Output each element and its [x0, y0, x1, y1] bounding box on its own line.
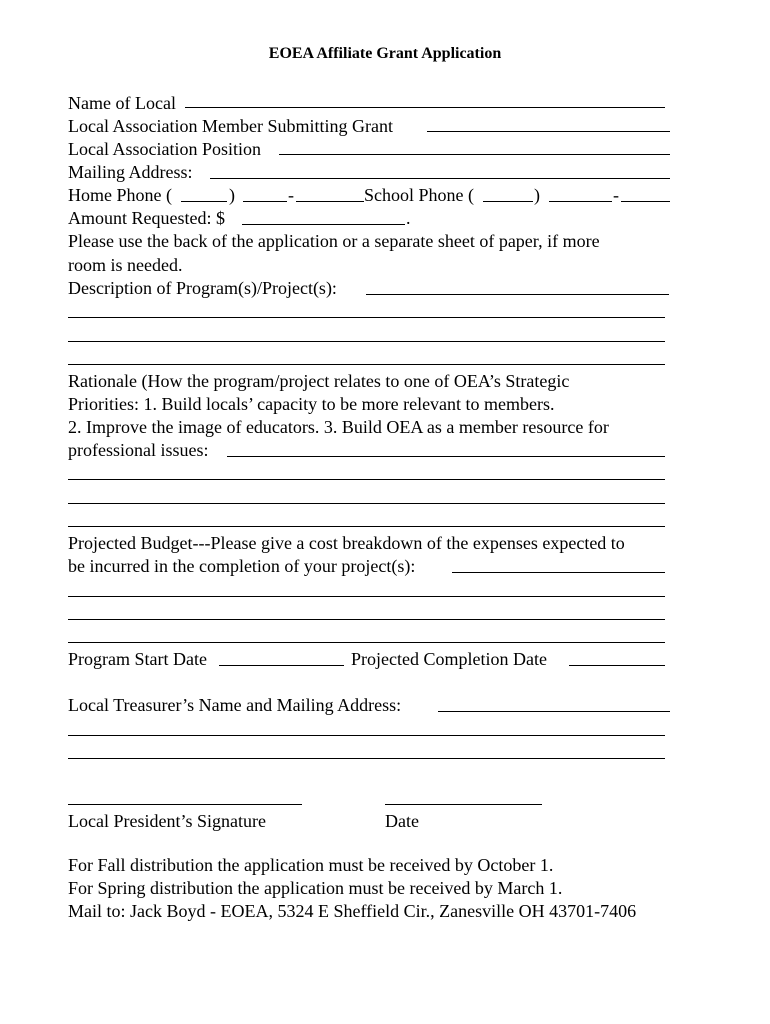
projected-completion-date-label: Projected Completion Date — [351, 649, 547, 669]
school-phone-paren: ) — [534, 185, 540, 205]
member-submitting-label: Local Association Member Submitting Grant — [68, 116, 393, 136]
note-line-2: room is needed. — [68, 255, 183, 275]
amount-field[interactable] — [242, 224, 405, 225]
rationale-line[interactable] — [68, 479, 665, 480]
school-phone-area-field[interactable] — [483, 201, 533, 202]
home-phone-paren: ) — [229, 185, 235, 205]
home-phone-line-field[interactable] — [296, 201, 364, 202]
treasurer-line[interactable] — [68, 758, 665, 759]
budget-line[interactable] — [68, 596, 665, 597]
name-of-local-field[interactable] — [185, 107, 665, 108]
budget-line[interactable] — [68, 642, 665, 643]
description-label: Description of Program(s)/Project(s): — [68, 278, 337, 298]
school-phone-prefix-field[interactable] — [549, 201, 612, 202]
description-field[interactable] — [366, 294, 669, 295]
rationale-line-4: professional issues: — [68, 440, 209, 460]
budget-line-2: be incurred in the completion of your project(s): — [68, 556, 416, 576]
treasurer-line[interactable] — [68, 735, 665, 736]
projected-completion-date-field[interactable] — [569, 665, 665, 666]
rationale-field[interactable] — [227, 456, 665, 457]
school-phone-label: School Phone ( — [364, 185, 474, 205]
note-line-1: Please use the back of the application or a separate sheet of paper, if more — [68, 231, 600, 251]
name-of-local-label: Name of Local — [68, 93, 176, 113]
treasurer-label: Local Treasurer’s Name and Mailing Address: — [68, 695, 402, 715]
rationale-line[interactable] — [68, 526, 665, 527]
mailing-address-label: Mailing Address: — [68, 162, 193, 182]
description-line[interactable] — [68, 341, 665, 342]
treasurer-field[interactable] — [438, 711, 670, 712]
school-phone-line-field[interactable] — [621, 201, 670, 202]
rationale-line-2: Priorities: 1. Build locals’ capacity to be more relevant to members. — [68, 394, 555, 414]
home-phone-area-field[interactable] — [181, 201, 227, 202]
signature-date-label: Date — [385, 811, 419, 831]
rationale-line-3: 2. Improve the image of educators. 3. Build OEA as a member resource for — [68, 417, 609, 437]
position-label: Local Association Position — [68, 139, 261, 159]
amount-label: Amount Requested: $ — [68, 208, 225, 228]
signature-date-field[interactable] — [385, 804, 542, 805]
description-line[interactable] — [68, 364, 665, 365]
position-field[interactable] — [279, 154, 670, 155]
president-signature-label: Local President’s Signature — [68, 811, 266, 831]
budget-line[interactable] — [68, 619, 665, 620]
budget-line-1: Projected Budget---Please give a cost breakdown of the expenses expected to — [68, 533, 625, 553]
rationale-line-1: Rationale (How the program/project relates to one of OEA’s Strategic — [68, 371, 570, 391]
home-phone-label: Home Phone ( — [68, 185, 172, 205]
member-submitting-field[interactable] — [427, 131, 670, 132]
president-signature-field[interactable] — [68, 804, 302, 805]
fall-deadline: For Fall distribution the application must be received by October 1. — [68, 855, 554, 875]
mailing-instructions: Mail to: Jack Boyd - EOEA, 5324 E Sheffield Cir., Zanesville OH 43701-7406 — [68, 901, 637, 921]
home-phone-prefix-field[interactable] — [243, 201, 287, 202]
home-phone-dash: - — [288, 185, 294, 205]
program-start-date-field[interactable] — [219, 665, 344, 666]
rationale-line[interactable] — [68, 503, 665, 504]
mailing-address-field[interactable] — [210, 178, 670, 179]
budget-field[interactable] — [452, 572, 665, 573]
spring-deadline: For Spring distribution the application must be received by March 1. — [68, 878, 563, 898]
form-title: EOEA Affiliate Grant Application — [268, 45, 502, 62]
amount-period: . — [406, 208, 411, 228]
school-phone-dash: - — [613, 185, 619, 205]
description-line[interactable] — [68, 317, 665, 318]
program-start-date-label: Program Start Date — [68, 649, 207, 669]
